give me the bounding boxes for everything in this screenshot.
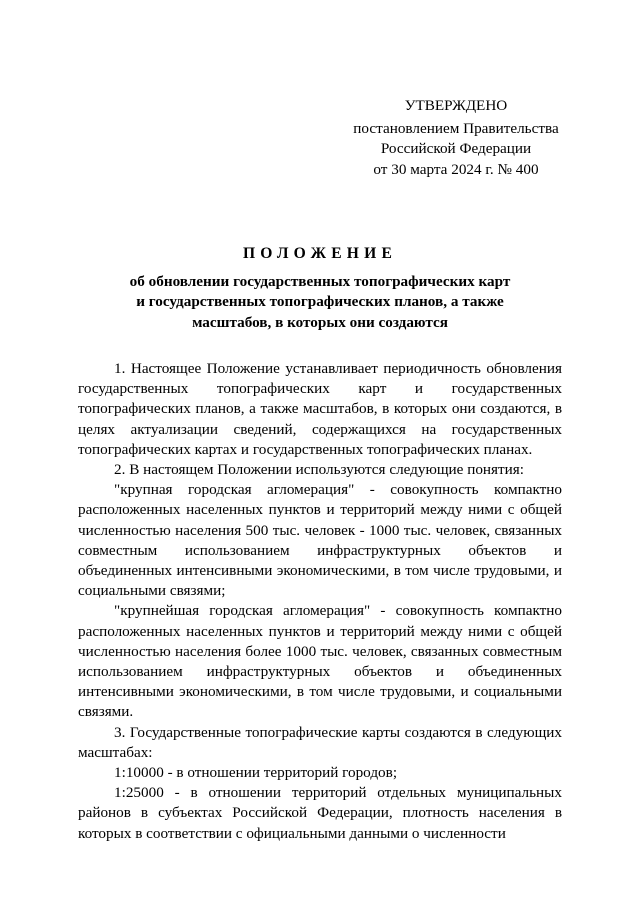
document-subtitle-line-2: и государственных топографических планов, а также [136,293,504,311]
approval-block [340,96,572,180]
approval-line-2: Российской Федерации [380,140,532,158]
approval-line-1: постановлением Правительства [353,120,559,138]
document-subtitle-line-1: об обновлении государственных топографических карт [129,273,511,291]
document-title: ПОЛОЖЕНИЕ [242,245,398,262]
paragraph-definition-largest: "крупнейшая городская агломерация" - совокупность компактно расположенных населенных пунктов и территорий между ними с общей численностью населения более 1000 тыс. человек, связанных совместным использованием инфраструктурных объектов и объединенных интенсивными экономическими, в том числе трудовыми, и социальными связями. [78,602,562,721]
document-body [78,359,562,844]
document-subtitle-line-3: масштабов, в которых они создаются [192,313,448,331]
paragraph-1: 1. Настоящее Положение устанавливает периодичность обновления государственных топографических карт и государственных топографических планов, а также масштабов, в которых они создаются, в целях актуализации сведений, содержащихся на государственных топографических картах и государственных топографических планах. [78,360,562,458]
approval-stamp: УТВЕРЖДЕНО [404,97,508,114]
document-heading [80,244,560,333]
paragraph-scale-25000: 1:25000 - в отношении территорий отдельных муниципальных районов в субъектах Российской Федерации, плотность населения в которых в соответствии с официальными данными о численности [78,784,562,842]
paragraph-2: 2. В настоящем Положении используются следующие понятия: [114,461,525,479]
approval-line-3: от 30 марта 2024 г. № 400 [373,160,539,178]
paragraph-scale-10000: 1:10000 - в отношении территорий городов; [114,764,398,782]
paragraph-definition-large: "крупная городская агломерация" - совокупность компактно расположенных населенных пунктов и территорий между ними с общей численностью населения 500 тыс. человек - 1000 тыс. человек, связанных совместным использованием инфраструктурных объектов и объединенных интенсивными экономическими, в том числе трудовыми, и социальными связями; [78,481,562,600]
paragraph-3: 3. Государственные топографические карты создаются в следующих масштабах: [78,723,562,761]
